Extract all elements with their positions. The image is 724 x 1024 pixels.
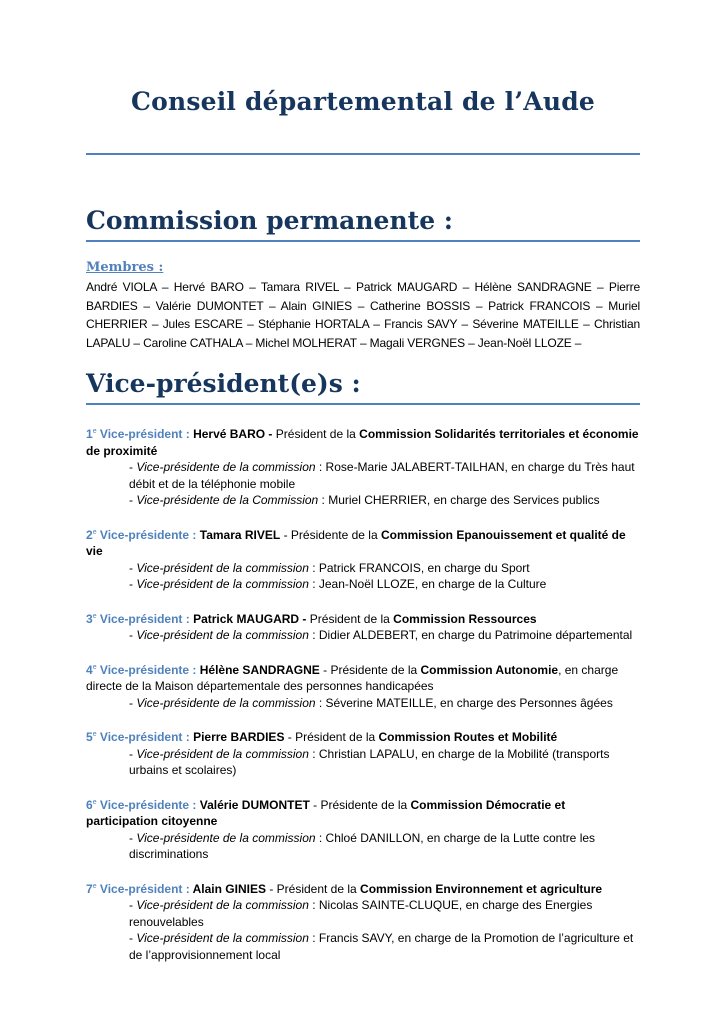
title-divider bbox=[86, 153, 640, 155]
sub-detail: : Patrick FRANCOIS, en charge du Sport bbox=[308, 560, 530, 575]
members-label: Membres : bbox=[86, 260, 164, 275]
sub-vice-president: - Vice-président de la commission : Francis SAVY, en charge de la Promotion de l’agriculture et de l’approvisionnement local bbox=[129, 931, 634, 962]
vice-president-name: Tamara RIVEL bbox=[199, 527, 281, 542]
sub-detail: : Christian LAPALU, en charge de la Mobilité (transports urbains et scolaires) bbox=[129, 746, 610, 777]
vice-president-entry bbox=[86, 879, 640, 964]
vice-president-rank: 3e Vice-président : bbox=[86, 611, 194, 626]
vice-president-heading bbox=[86, 879, 640, 898]
commission-name: Commission Routes et Mobilité bbox=[378, 730, 558, 744]
sub-role: Vice-président de la commission bbox=[136, 560, 309, 575]
vice-president-role: - Présidente de la bbox=[309, 797, 411, 812]
vice-president-role: - Président de la bbox=[265, 881, 361, 896]
vice-president-rank: 6e Vice-présidente : bbox=[86, 797, 200, 812]
sub-detail: : Nicolas SAINTE-CLUQUE, en charge des Energies renouvelables bbox=[129, 898, 593, 929]
vice-president-rank: 1e Vice-président : bbox=[86, 427, 194, 441]
vice-president-entry bbox=[86, 795, 640, 863]
commission-name: Commission Epanouissement et qualité de vie bbox=[86, 527, 626, 558]
vice-president-name: Hélène SANDRAGNE bbox=[199, 662, 320, 677]
vice-president-rank: 7e Vice-président : bbox=[86, 881, 193, 896]
vice-president-name: Alain GINIES bbox=[192, 881, 266, 896]
commission-name: Commission Ressources bbox=[393, 611, 537, 626]
sub-vice-president: - Vice-présidente de la commission : Chloé DANILLON, en charge de la Lutte contre les discriminations bbox=[129, 830, 596, 861]
vice-president-entry bbox=[86, 660, 640, 712]
sub-vice-president: - Vice-président de la commission : Christian LAPALU, en charge de la Mobilité (transports urbains et scolaires) bbox=[129, 746, 610, 777]
sub-role: Vice-président de la commission bbox=[136, 746, 309, 761]
sub-vice-president: - Vice-président de la commission : Patrick FRANCOIS, en charge du Sport bbox=[129, 560, 530, 575]
sub-role: Vice-présidente de la Commission bbox=[136, 493, 319, 507]
commission-name: Commission Démocratie et participation citoyenne bbox=[86, 797, 566, 828]
vice-presidents-heading: Vice-président(e)s : bbox=[86, 369, 361, 398]
vice-president-rank: 2e Vice-présidente : bbox=[86, 527, 200, 542]
sub-detail: : Jean-Noël LLOZE, en charge de la Culture bbox=[308, 577, 547, 591]
commission-divider bbox=[86, 240, 640, 242]
vice-president-role: Président de la bbox=[306, 611, 394, 626]
sub-vice-president: - Vice-président de la commission : Nicolas SAINTE-CLUQUE, en charge des Energies renouvelables bbox=[129, 898, 593, 929]
vice-president-name: Hervé BARO - bbox=[193, 427, 273, 441]
sub-vice-president: - Vice-présidente de la Commission : Muriel CHERRIER, en charge des Services publics bbox=[129, 493, 600, 507]
sub-detail: : Didier ALDEBERT, en charge du Patrimoine départemental bbox=[308, 628, 633, 642]
sub-role: Vice-présidente de la commission bbox=[136, 830, 316, 845]
vice-president-name: Patrick MAUGARD - bbox=[193, 611, 307, 626]
vice-presidents-divider bbox=[86, 403, 640, 405]
sub-vice-president: - Vice-présidente de la commission : Rose-Marie JALABERT-TAILHAN, en charge du Très haut débit et de la téléphonie mobile bbox=[129, 460, 635, 491]
vice-president-heading bbox=[86, 525, 640, 560]
commission-name: Commission Solidarités territoriales et économie de proximité bbox=[86, 427, 639, 458]
sub-role: Vice-président de la commission bbox=[136, 898, 309, 912]
vice-president-heading bbox=[86, 727, 640, 746]
vice-president-rank: 4e Vice-présidente : bbox=[86, 662, 200, 677]
vice-president-name: Valérie DUMONTET bbox=[199, 797, 310, 812]
sub-vice-president: - Vice-présidente de la commission : Séverine MATEILLE, en charge des Personnes âgées bbox=[129, 695, 613, 710]
commission-name: Commission Autonomie bbox=[420, 662, 559, 677]
sub-role: Vice-président de la commission bbox=[136, 931, 309, 945]
sub-detail: : Séverine MATEILLE, en charge des Personnes âgées bbox=[315, 695, 613, 710]
vice-president-heading bbox=[86, 660, 640, 695]
vice-president-entry bbox=[86, 424, 640, 509]
vice-president-role: - Président de la bbox=[284, 730, 379, 744]
vice-president-heading bbox=[86, 424, 640, 459]
sub-vice-president: - Vice-président de la commission : Didier ALDEBERT, en charge du Patrimoine départemental bbox=[129, 628, 633, 642]
vice-president-heading bbox=[86, 795, 640, 830]
sub-detail: : Francis SAVY, en charge de la Promotion de l’agriculture et de l’approvisionnement local bbox=[129, 931, 634, 962]
sub-detail: : Muriel CHERRIER, en charge des Services publics bbox=[318, 493, 600, 507]
members-list: André VIOLA – Hervé BARO – Tamara RIVEL – Patrick MAUGARD – Hélène SANDRAGNE – Pierre BARDIES – Valérie DUMONTET – Alain GINIES – Catherine BOSSIS – Patrick FRANCOIS – Muriel CHERRIER – Jules ESCARE – Stéphanie HORTALA – Francis SAVY – Séverine MATEILLE – Christian LAPALU – Caroline CATHALA – Michel MOLHERAT – Magali VERGNES – Jean-Noël LLOZE – bbox=[86, 280, 640, 350]
sub-detail: : Chloé DANILLON, en charge de la Lutte contre les discriminations bbox=[129, 830, 596, 861]
sub-role: Vice-présidente de la commission bbox=[136, 460, 316, 474]
commission-extra: , en charge directe de la Maison départementale des personnes handicapées bbox=[86, 662, 619, 693]
sub-vice-president: - Vice-président de la commission : Jean-Noël LLOZE, en charge de la Culture bbox=[129, 577, 547, 591]
vice-president-name: Pierre BARDIES bbox=[193, 730, 285, 744]
commission-heading: Commission permanente : bbox=[86, 206, 454, 235]
vice-president-entry bbox=[86, 525, 640, 593]
sub-role: Vice-président de la commission bbox=[136, 628, 309, 642]
sub-role: Vice-président de la commission bbox=[136, 577, 309, 591]
vice-president-entry bbox=[86, 609, 640, 644]
vice-president-entry bbox=[86, 727, 640, 779]
commission-name: Commission Environnement et agriculture bbox=[360, 881, 603, 896]
sub-role: Vice-présidente de la commission bbox=[136, 695, 316, 710]
vice-president-role: Président de la bbox=[272, 427, 360, 441]
vice-president-rank: 5e Vice-président : bbox=[86, 730, 194, 744]
vice-president-heading bbox=[86, 609, 640, 628]
sub-detail: : Rose-Marie JALABERT-TAILHAN, en charge du Très haut débit et de la téléphonie mobile bbox=[129, 460, 635, 491]
document-title: Conseil départemental de l’Aude bbox=[130, 87, 596, 116]
vice-president-role: - Présidente de la bbox=[280, 527, 381, 542]
vice-president-role: - Présidente de la bbox=[319, 662, 421, 677]
vice-presidents-list bbox=[86, 424, 640, 979]
